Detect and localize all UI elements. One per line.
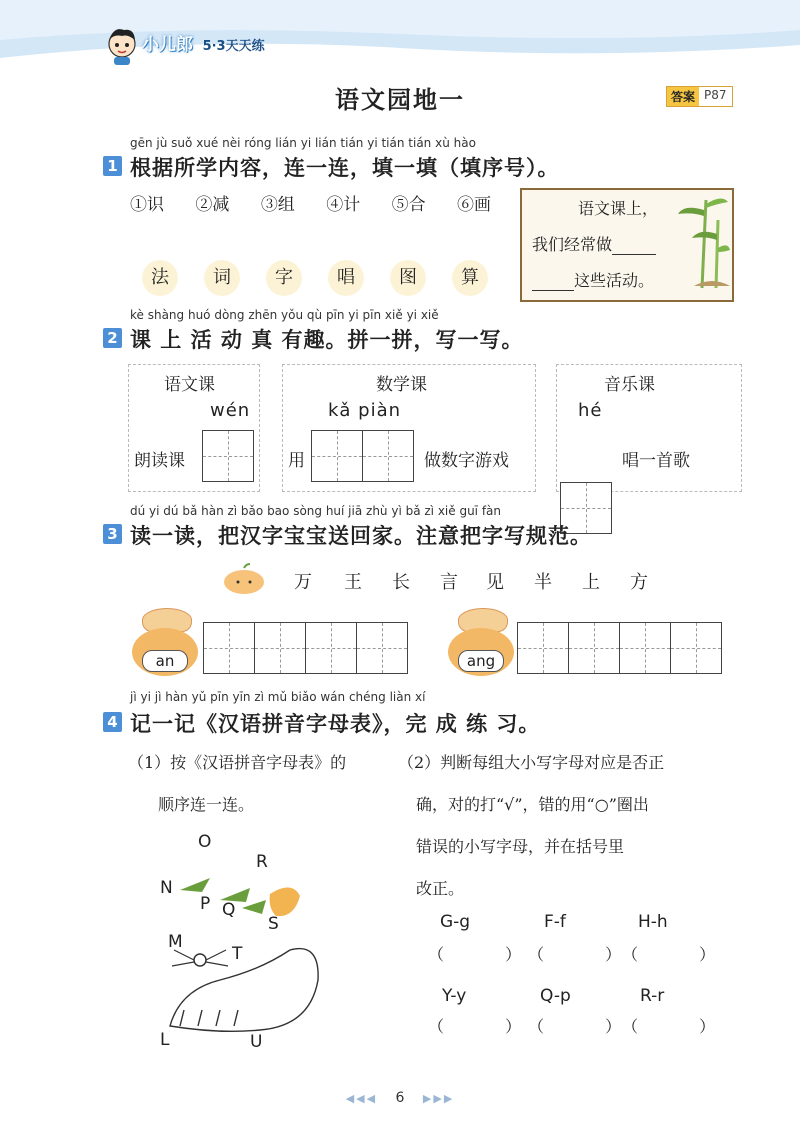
q1-bubble[interactable]: 唱 — [328, 260, 364, 296]
phrase-a: 朗读课 — [134, 451, 185, 471]
card-line-2-text: 我们经常做 — [532, 235, 613, 254]
q1-item[interactable]: ②减 — [195, 195, 230, 215]
q2-number: 2 — [103, 328, 122, 348]
writing-cell[interactable] — [356, 622, 408, 674]
letter-Q[interactable]: Q — [222, 900, 236, 920]
pinyin-he: hé — [578, 400, 603, 421]
writing-cell[interactable] — [517, 622, 569, 674]
answer-paren[interactable]: （ ） — [428, 945, 550, 964]
q1-bubble[interactable]: 算 — [452, 260, 488, 296]
letter-pair: Y-y — [442, 986, 467, 1006]
card-line-1: 语文课上， — [578, 199, 659, 218]
letter-pair: Q-p — [540, 986, 571, 1006]
q4-part1-line2: 顺序连一连。 — [158, 795, 255, 814]
pumpkin-icon — [222, 562, 266, 596]
q3-word[interactable]: 半 — [534, 572, 552, 593]
q4-part2-line3: 错误的小写字母，并在括号里 — [416, 837, 625, 856]
letter-P[interactable]: P — [200, 894, 211, 914]
q4-text: 记一记《汉语拼音字母表》，完 成 练 习。 — [130, 712, 541, 736]
q3-number: 3 — [103, 524, 122, 544]
answer-page: P87 — [704, 88, 727, 102]
answer-paren[interactable]: （ ） — [622, 945, 744, 964]
q1-bubble[interactable]: 词 — [204, 260, 240, 296]
q3-word[interactable]: 见 — [486, 572, 504, 593]
q1-items — [130, 190, 517, 215]
pinyin-wen: wén — [210, 400, 251, 421]
q2-pinyin: kè shàng huó dòng zhēn yǒu qù pīn yi pīn xiě yi xiě — [130, 308, 439, 322]
q1-item[interactable]: ⑤合 — [391, 195, 426, 215]
letter-pair: R-r — [640, 986, 665, 1006]
letter-O[interactable]: O — [198, 832, 212, 852]
answer-paren[interactable]: （ ） — [428, 1017, 550, 1036]
q1-number: 1 — [103, 156, 122, 176]
card-line-2 — [532, 232, 656, 255]
page-number: 6 — [395, 1090, 405, 1106]
q1-bubble[interactable]: 图 — [390, 260, 426, 296]
writing-cell[interactable] — [362, 430, 414, 482]
q4-part2-line1: （2）判断每组大小写字母对应是否正 — [398, 753, 665, 772]
writing-cell[interactable] — [202, 430, 254, 482]
q3-word[interactable]: 王 — [344, 572, 362, 593]
letter-R[interactable]: R — [256, 852, 268, 872]
q3-word[interactable]: 上 — [582, 572, 600, 593]
subject-chinese: 语文课 — [164, 375, 215, 395]
q1-text: 根据所学内容，连一连，填一填（填序号）。 — [130, 156, 560, 180]
series-name: 5·3天天练 — [202, 39, 265, 54]
letter-pair: H-h — [638, 912, 668, 932]
q4-part2-line4: 改正。 — [416, 879, 465, 898]
card-blank-1[interactable] — [612, 235, 656, 255]
writing-cell[interactable] — [619, 622, 671, 674]
writing-cell[interactable] — [670, 622, 722, 674]
subject-music: 音乐课 — [604, 375, 655, 395]
card-line-3-text: 这些活动。 — [574, 271, 655, 290]
card-blank-2[interactable] — [532, 271, 574, 291]
prev-arrows-icon: ◀◀◀ — [345, 1092, 378, 1105]
answer-paren[interactable]: （ ） — [528, 1017, 650, 1036]
writing-grid — [312, 430, 414, 482]
q4-pinyin: jì yi jì hàn yǔ pīn yīn zì mǔ biǎo wán chéng liàn xí — [130, 690, 426, 704]
q4-number: 4 — [103, 712, 122, 732]
letter-S[interactable]: S — [268, 914, 279, 934]
home-label-an: an — [142, 650, 188, 672]
writing-cell[interactable] — [254, 622, 306, 674]
mascot-icon — [104, 26, 140, 66]
page-footer — [0, 1090, 800, 1106]
writing-cell[interactable] — [568, 622, 620, 674]
home-grid-ang — [518, 622, 722, 674]
letter-pair: G-g — [440, 912, 471, 932]
letter-N[interactable]: N — [160, 878, 173, 898]
q1-item[interactable]: ④计 — [326, 195, 361, 215]
q1-item[interactable]: ③组 — [260, 195, 295, 215]
q1-bubble[interactable]: 法 — [142, 260, 178, 296]
q1-item[interactable]: ①识 — [130, 195, 164, 215]
q3-text: 读一读，把汉字宝宝送回家。注意把字写规范。 — [130, 524, 592, 548]
phrase-b-pre: 用 — [288, 451, 305, 471]
brand — [142, 30, 265, 55]
bamboo-icon — [672, 190, 730, 290]
page-title: 语文园地一 — [335, 86, 465, 114]
home-grid-an — [204, 622, 408, 674]
pinyin-kapian: kǎ piàn — [328, 400, 402, 421]
home-label-ang: ang — [458, 650, 504, 672]
answer-paren[interactable]: （ ） — [528, 945, 650, 964]
card-line-3 — [532, 268, 654, 291]
writing-cell[interactable] — [203, 622, 255, 674]
q3-word[interactable]: 方 — [630, 572, 648, 593]
q2-text: 课 上 活 动 真 有趣。拼一拼，写一写。 — [130, 328, 524, 352]
q3-pinyin: dú yi dú bǎ hàn zì bǎo bao sòng huí jiā zhù yì bǎ zì xiě guī fàn — [130, 504, 502, 518]
next-arrows-icon: ▶▶▶ — [422, 1092, 455, 1105]
letter-pair: F-f — [544, 912, 566, 932]
letter-M[interactable]: M — [168, 932, 183, 952]
letter-U[interactable]: U — [250, 1032, 263, 1052]
q4-part2-line2: 确，对的打“√”，错的用“○”圈出 — [416, 795, 649, 814]
letter-L[interactable]: L — [160, 1030, 170, 1050]
phrase-b-post: 做数字游戏 — [424, 451, 509, 471]
q1-pinyin: gēn jù suǒ xué nèi róng lián yi lián tián yi tián tián xù hào — [130, 136, 476, 150]
q4-part1-line1: （1）按《汉语拼音字母表》的 — [128, 753, 347, 772]
writing-cell[interactable] — [311, 430, 363, 482]
subject-math: 数学课 — [376, 375, 427, 395]
answer-ref — [666, 86, 733, 107]
answer-paren[interactable]: （ ） — [622, 1017, 744, 1036]
q1-item[interactable]: ⑥画 — [457, 195, 492, 215]
letter-T[interactable]: T — [232, 944, 243, 964]
phrase-c: 唱一首歌 — [622, 451, 690, 471]
answer-label: 答案 — [667, 87, 699, 106]
q1-bubble[interactable]: 字 — [266, 260, 302, 296]
brand-name: 小儿郎 — [142, 35, 193, 55]
q3-word[interactable]: 万 — [294, 572, 312, 593]
q3-word[interactable]: 长 — [392, 572, 410, 593]
writing-cell[interactable] — [305, 622, 357, 674]
q3-word[interactable]: 言 — [440, 572, 458, 593]
